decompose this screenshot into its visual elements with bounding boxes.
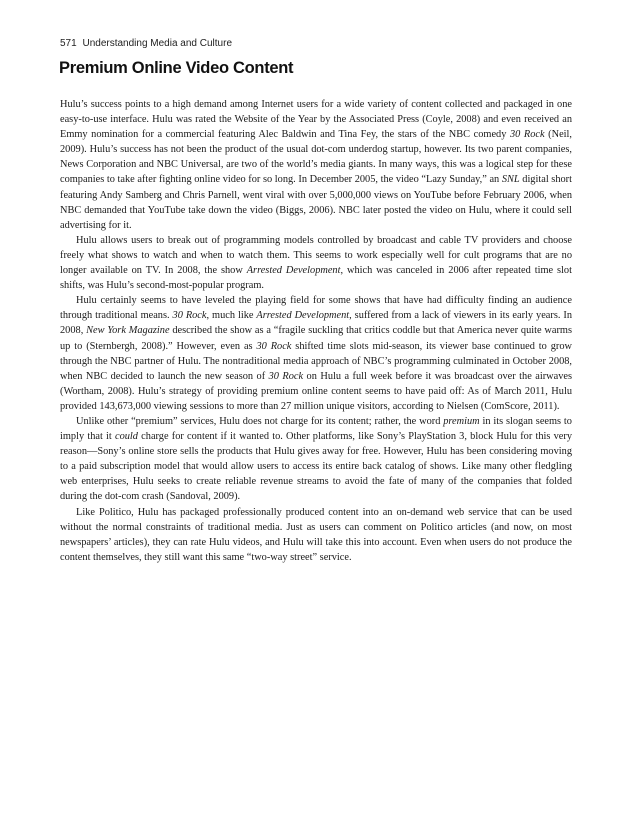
italic-text: Arrested Development (256, 310, 350, 322)
paragraph (60, 293, 572, 414)
book-title: Understanding Media and Culture (82, 38, 233, 49)
text-run: digital short featuring Andy Samberg and Chris Parnell, went viral with over 5,000,000 views on YouTube before February 2006, when NBC demanded that YouTube take down the video (Biggs, 2006). NBC later posted the video on Hulu, where it could sell advertising for it. (60, 174, 572, 231)
text-run: Hulu allows users to break out of programming models controlled by broadcast and cable TV providers and choose freely what shows to watch and when to watch them. This seems to work especially well for cult programs that are no longer available on TV. In 2008, the show (60, 234, 572, 277)
text-run: Hulu’s success points to a high demand among Internet users for a wide variety of content collected and packaged in one easy-to-use interface. Hulu was rated the Website of the Year by the Associated Press (Coyle, 2008) and even received an Emmy nomination for a commercial featuring Alec Baldwin and Tina Fey, the stars of the NBC comedy (60, 99, 572, 141)
italic-text: 30 Rock (256, 340, 292, 352)
text-run: Like Politico, Hulu has packaged professionally produced content into an on-demand web service that can be used without the normal constraints of traditional media. Just as users can comment on Politico articles (and now, on most newspapers’ articles), they can rate Hulu videos, and Hulu will take this into account. Even when users do not produce the content themselves, they still want this same “two-way street” service. (60, 506, 572, 563)
paragraph (60, 505, 572, 565)
text-run: Hulu certainly seems to have leveled the playing field for some shows that have had difficulty finding an audience through traditional means. (60, 295, 572, 322)
text-run: Unlike other “premium” services, Hulu does not charge for its content; rather, the word (76, 415, 444, 427)
italic-text: Arrested Development (246, 265, 341, 277)
paragraph (60, 414, 572, 505)
text-run: charge for content if it wanted to. Other platforms, like Sony’s PlayStation 3, block Hulu for this very reason—Sony’s online store sells the products that Hulu gives away for free. However, Hulu has been considering moving to a paid subscription model that would allow users to access its entire back catalog of shows. Like many other fledgling web enterprises, Hulu seeks to create reliable revenue streams to avoid the fate of many of the companies that folded during the dot-com crash (Sandoval, 2009). (60, 431, 572, 503)
text-run: in its slogan seems to imply that it (60, 415, 572, 443)
italic-text: 30 Rock (509, 129, 545, 141)
italic-text: 30 Rock (268, 370, 304, 382)
text-run: described the show as a “fragile suckling that critics coddle but that America never quite warms up to (Sternbergh, 2008).” However, even as (60, 325, 572, 352)
text-run: (Neil, 2009). Hulu’s success has not been the product of the usual dot-com underdog startup, however. Its two parent companies, News Corporation and NBC Universal, are two of the world’s media giants. In many ways, this was a logical step for these companies to take after fighting online video for so long. In December 2005, the video “Lazy Sunday,” an (60, 129, 572, 186)
italic-text: could (115, 431, 138, 443)
italic-text: premium (443, 415, 480, 427)
body-text (60, 97, 572, 565)
running-header (60, 38, 232, 49)
text-run: shifted time slots mid-season, its viewer base continued to grow through the NBC partner of Hulu. The nontraditional media approach of NBC’s programming culminated in October 2008, when NBC decided to launch the new season of (60, 340, 572, 382)
section-title: Premium Online Video Content (59, 59, 294, 77)
paragraph (60, 233, 572, 293)
text-run: on Hulu a full week before it was broadcast over the airwaves (Wortham, 2008). Hulu’s strategy of providing premium online content seems to have paid off: As of March 2011, Hulu provided 143,673,000 viewing sessions to more than 27 million unique visitors, according to Nielsen (ComScore, 2011). (60, 370, 573, 412)
text-run: , much like (206, 310, 257, 322)
italic-text: New York Magazine (86, 325, 170, 337)
page-number: 571 (60, 38, 77, 49)
italic-text: SNL (501, 174, 520, 186)
text-run: , suffered from a lack of viewers in its early years. In 2008, (60, 310, 572, 337)
italic-text: 30 Rock (172, 310, 207, 322)
text-run: , which was canceled in 2006 after repeated time slot shifts, was Hulu’s second-most-popular program. (60, 265, 572, 292)
paragraph (60, 97, 572, 233)
